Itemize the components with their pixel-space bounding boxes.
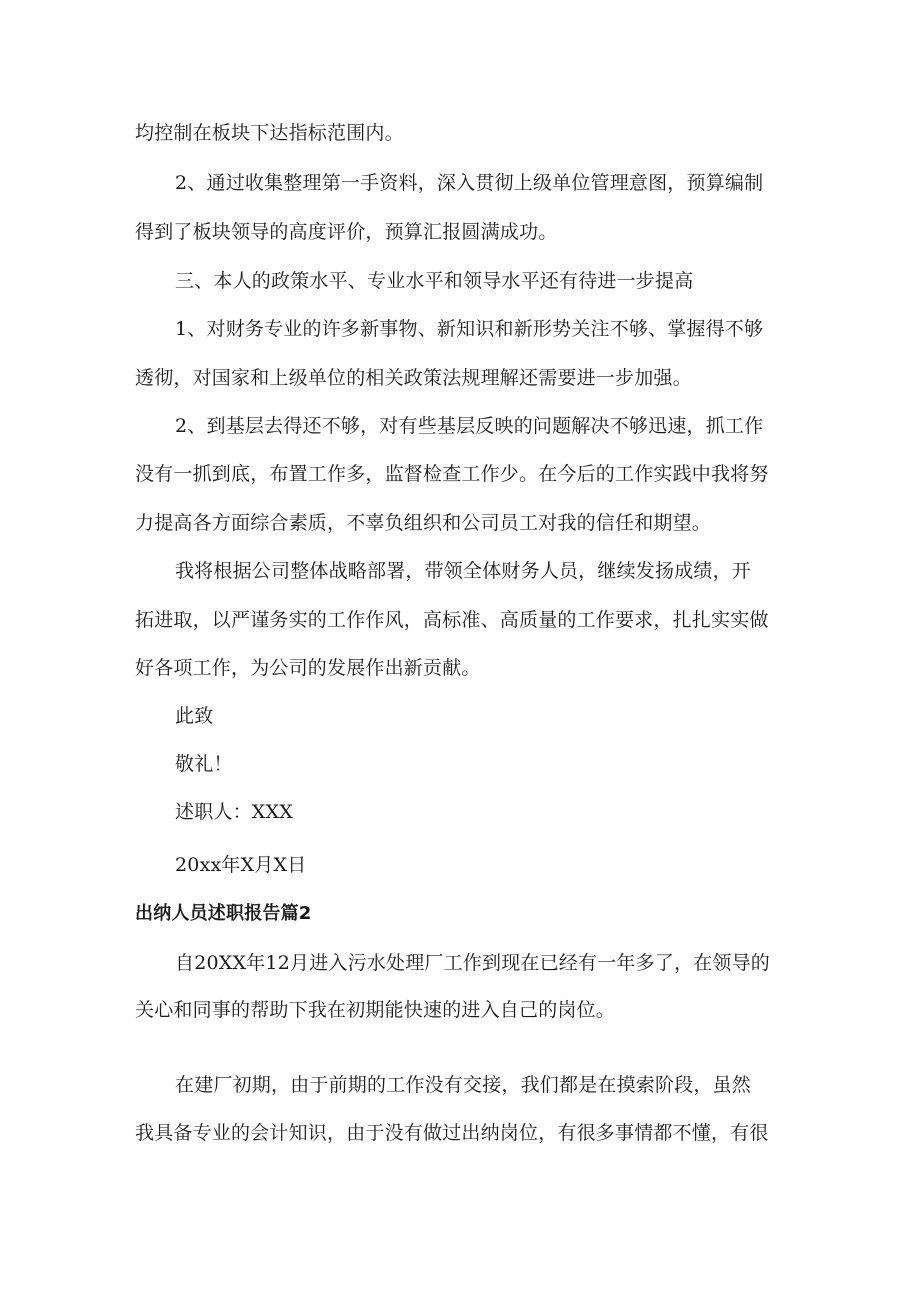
paragraph-line: 力提高各方面综合素质，不辜负组织和公司员工对我的信任和期望。 bbox=[135, 512, 712, 534]
section-title: 出纳人员述职报告篇2 bbox=[135, 903, 312, 924]
section-heading: 三、本人的政策水平、专业水平和领导水平还有待进一步提高 bbox=[175, 270, 694, 292]
paragraph-line: 我将根据公司整体战略部署，带领全体财务人员，继续发扬成绩，开 bbox=[175, 560, 752, 582]
paragraph-line: 关心和同事的帮助下我在初期能快速的进入自己的岗位。 bbox=[135, 999, 616, 1021]
paragraph-line: 好各项工作，为公司的发展作出新贡献。 bbox=[135, 657, 481, 679]
closing-regards: 敬礼！ bbox=[175, 753, 233, 775]
paragraph-line: 1、对财务专业的许多新事物、新知识和新形势关注不够、掌握得不够 bbox=[175, 318, 764, 340]
paragraph-line: 没有一抓到底，布置工作多，监督检查工作少。在今后的工作实践中我将努 bbox=[135, 463, 769, 485]
paragraph-line: 2、到基层去得还不够，对有些基层反映的问题解决不够迅速，抓工作 bbox=[175, 415, 764, 437]
paragraph-line: 得到了板块领导的高度评价，预算汇报圆满成功。 bbox=[135, 221, 558, 243]
paragraph-line: 在建厂初期，由于前期的工作没有交接，我们都是在摸索阶段，虽然 bbox=[175, 1074, 752, 1096]
closing-salutation: 此致 bbox=[175, 705, 214, 727]
paragraph-line: 自20XX年12月进入污水处理厂工作到现在已经有一年多了，在领导的 bbox=[175, 952, 771, 974]
paragraph-line: 拓进取，以严谨务实的工作作风，高标准、高质量的工作要求，扎扎实实做 bbox=[135, 609, 769, 631]
date-line: 20xx年X月X日 bbox=[175, 854, 307, 876]
paragraph-line: 2、通过收集整理第一手资料，深入贯彻上级单位管理意图，预算编制 bbox=[175, 172, 764, 194]
paragraph-line: 透彻，对国家和上级单位的相关政策法规理解还需要进一步加强。 bbox=[135, 367, 692, 389]
paragraph-line: 我具备专业的会计知识，由于没有做过出纳岗位，有很多事情都不懂，有很 bbox=[135, 1122, 769, 1144]
signature-line: 述职人：XXX bbox=[175, 801, 293, 823]
paragraph-line: 均控制在板块下达指标范围内。 bbox=[135, 122, 404, 144]
